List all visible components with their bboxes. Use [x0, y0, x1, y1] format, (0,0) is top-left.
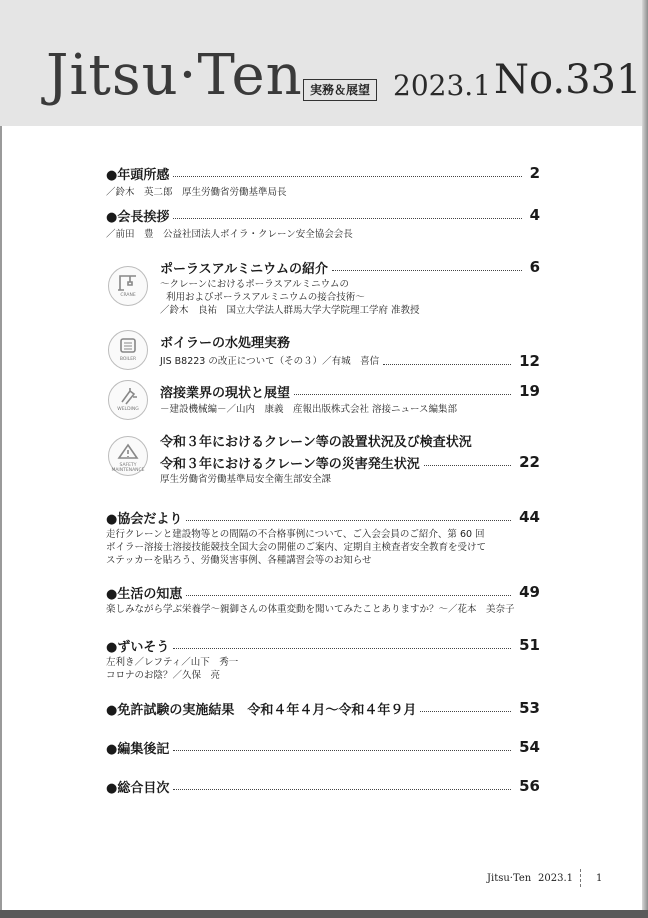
leader-dots	[420, 711, 511, 712]
toc-page: 53	[519, 699, 540, 717]
masthead	[0, 0, 642, 126]
toc-subtitle: JIS B8223 の改正について（その３）／有城 喜信	[160, 355, 380, 367]
toc-entry-zuisou[interactable]	[106, 634, 540, 682]
toc-entry-nentou[interactable]	[106, 162, 540, 199]
toc-description: 楽しみながら学ぶ栄養学～親御さんの体重変動を聞いてみたことありますか？～／花本 美奈子	[106, 604, 515, 615]
leader-dots	[332, 270, 522, 271]
toc-title-2: 令和３年におけるクレーン等の災害発生状況	[160, 456, 420, 472]
toc-title: 令和３年におけるクレーン等の設置状況及び検査状況	[160, 434, 472, 450]
footer-page-number: 1	[596, 873, 603, 884]
safety-icon	[108, 436, 148, 476]
leader-dots	[173, 789, 511, 790]
toc-description: コロナのお陰？／久保 亮	[106, 670, 221, 681]
toc-author: －建設機械編－／山内 康義 産報出版株式会社 溶接ニュース編集部	[160, 404, 458, 415]
toc-page: 54	[519, 738, 540, 756]
crane-icon	[108, 266, 148, 306]
bottom-edge	[0, 910, 648, 918]
leader-dots	[173, 648, 511, 649]
leader-dots	[173, 218, 521, 219]
toc-author: 厚生労働省労働基準局安全衛生部安全課	[160, 474, 332, 485]
toc-entry-kyoukai-dayori[interactable]	[106, 506, 540, 567]
footer-separator	[580, 869, 581, 887]
toc-page: 19	[519, 382, 540, 400]
toc-title: ●編集後記	[106, 741, 170, 757]
toc-author: ／鈴木 英二郎 厚生労働省労働基準局長	[106, 187, 287, 198]
toc-title: ●会長挨拶	[106, 209, 170, 225]
toc-entry-kaichou[interactable]	[106, 204, 540, 241]
leader-dots	[186, 595, 511, 596]
leader-dots	[424, 465, 511, 466]
welding-icon	[108, 380, 148, 420]
leader-dots	[186, 520, 511, 521]
toc-description: 走行クレーンと建設物等との間隔の不合格事例について、ご入会会員のご紹介、第 60 回	[106, 529, 485, 540]
leader-dots	[383, 364, 511, 365]
icon-caption: BOILER	[119, 357, 137, 362]
toc-title: ●総合目次	[106, 780, 170, 796]
toc-description: ステッカーを貼ろう、労働災害事例、各種講習会等のお知らせ	[106, 555, 372, 566]
toc-description: ボイラー溶接士溶接技能競技全国大会の開催のご案内、定期自主検査者安全教育を受けて	[106, 542, 487, 553]
icon-caption: CRANE	[120, 293, 136, 298]
toc-page: 12	[519, 352, 540, 370]
toc-page: 56	[519, 777, 540, 795]
toc-title: 溶接業界の現状と展望	[160, 385, 291, 401]
toc-entry-crane-statistics[interactable]	[160, 429, 540, 486]
right-page-edge	[642, 0, 648, 918]
toc-title: ●生活の知恵	[106, 586, 183, 602]
issue-date: 2023.1	[393, 69, 491, 102]
magazine-logo: Jitsu·Ten	[46, 43, 303, 108]
footer-magazine-title: Jitsu·Ten	[487, 873, 532, 884]
leader-dots	[173, 176, 521, 177]
toc-entry-boiler-water[interactable]	[160, 330, 540, 370]
toc-subtitle: 利用およびポーラスアルミニウムの接合技術～	[166, 292, 365, 303]
toc-description: 左利き／レフティ／山下 秀一	[106, 657, 239, 668]
icon-caption: WELDING	[117, 407, 139, 412]
toc-page: 2	[529, 164, 540, 182]
toc-entry-henshuu-kouki[interactable]	[106, 736, 540, 758]
magazine-subtitle: 実務＆展望	[303, 79, 377, 101]
toc-page: 22	[519, 453, 540, 471]
toc-page: 49	[519, 583, 540, 601]
toc-entry-sougou-mokuji[interactable]	[106, 775, 540, 797]
boiler-icon	[108, 330, 148, 370]
leader-dots	[173, 750, 511, 751]
toc-page: 4	[529, 206, 540, 224]
toc-title: ポーラスアルミニウムの紹介	[160, 261, 328, 277]
issue-number: No.331	[494, 57, 642, 103]
toc-title: ●免許試験の実施結果 令和４年４月～令和４年９月	[106, 702, 417, 718]
toc-entry-menkyo-shiken[interactable]	[106, 697, 540, 719]
toc-author: ／鈴木 良祐 国立大学法人群馬大学大学院理工学府 准教授	[160, 305, 420, 316]
toc-title: ボイラーの水処理実務	[160, 335, 291, 351]
icon-caption: SAFETY MAINTENANCE	[111, 463, 145, 473]
toc-entry-porous-aluminium[interactable]	[160, 256, 540, 317]
left-page-edge	[0, 0, 2, 918]
toc-entry-seikatsu[interactable]	[106, 581, 540, 616]
toc-entry-welding[interactable]	[160, 380, 540, 416]
footer-issue-date: 2023.1	[538, 873, 573, 884]
toc-page: 51	[519, 636, 540, 654]
toc-subtitle: ～クレーンにおけるポーラスアルミニウムの	[160, 279, 350, 290]
leader-dots	[294, 394, 511, 395]
toc-page: 6	[529, 258, 540, 276]
toc-author: ／前田 豊 公益社団法人ボイラ・クレーン安全協会会長	[106, 229, 353, 240]
toc-title: ●年頭所感	[106, 167, 170, 183]
toc-page: 44	[519, 508, 540, 526]
toc-title: ●ずいそう	[106, 639, 170, 655]
toc-title: ●協会だより	[106, 511, 183, 527]
